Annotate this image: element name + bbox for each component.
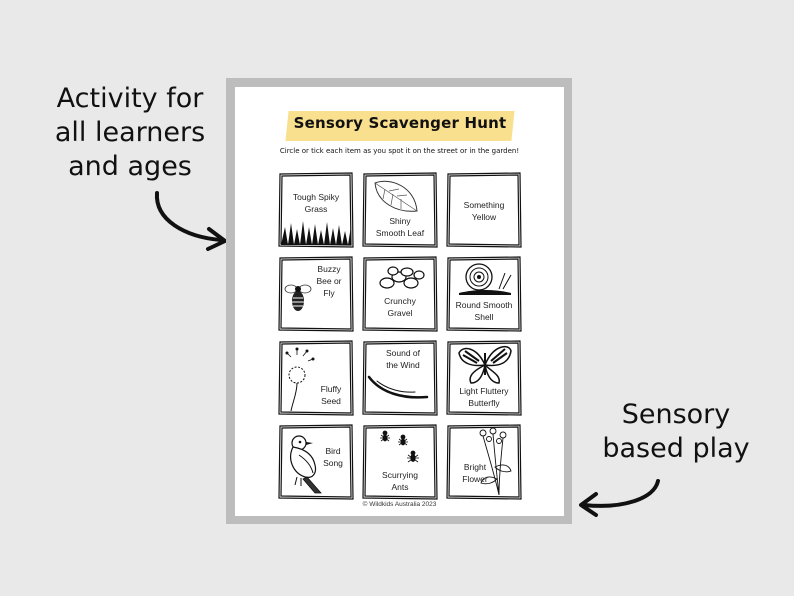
- callout-line: based play: [602, 432, 750, 464]
- curved-arrow-icon: [145, 185, 235, 255]
- callout-line: and ages: [68, 150, 192, 182]
- copyright-footer: © Wildkids Australia 2023: [362, 501, 437, 508]
- item-label: Sound of the Wind: [385, 348, 421, 370]
- item-grid: [277, 171, 524, 493]
- bee-icon: [283, 281, 313, 315]
- item-cell-ants[interactable]: [361, 423, 439, 501]
- item-cell-seed[interactable]: [277, 339, 355, 417]
- item-label: Buzzy Bee or Fly: [316, 264, 342, 298]
- butterfly-icon: [457, 343, 513, 385]
- page-title: Sensory Scavenger Hunt: [293, 114, 507, 132]
- callout-sensory: [586, 398, 766, 466]
- item-cell-shell[interactable]: [445, 255, 523, 333]
- item-label: Bright Flower: [462, 462, 488, 484]
- item-cell-flower[interactable]: [445, 423, 523, 501]
- item-label: Bird Song: [323, 446, 343, 468]
- leaf-icon: [371, 177, 421, 217]
- item-cell-yellow[interactable]: [445, 171, 523, 249]
- item-cell-gravel[interactable]: [361, 255, 439, 333]
- item-label: Tough Spiky Grass: [292, 192, 340, 214]
- item-label: Something Yellow: [463, 200, 505, 222]
- snail-icon: [455, 261, 513, 297]
- item-cell-butterfly[interactable]: [445, 339, 523, 417]
- instructions: Circle or tick each item as you spot it on the street or in the garden!: [279, 147, 520, 155]
- callout-line: Sensory: [621, 399, 731, 430]
- item-label: Crunchy Gravel: [384, 296, 416, 318]
- item-cell-leaf[interactable]: [361, 171, 439, 249]
- callout-line: all learners: [54, 116, 206, 148]
- item-cell-bee[interactable]: [277, 255, 355, 333]
- callout-line: Activity for: [56, 83, 204, 114]
- item-label: Shiny Smooth Leaf: [375, 216, 425, 238]
- item-label: Scurrying Ants: [382, 470, 418, 492]
- wind-icon: [367, 373, 429, 403]
- item-cell-grass[interactable]: [277, 171, 355, 249]
- worksheet: [235, 87, 564, 516]
- gravel-icon: [379, 265, 425, 291]
- item-label: Light Fluttery Butterfly: [459, 386, 509, 408]
- item-cell-bird[interactable]: [277, 423, 355, 501]
- curved-arrow-icon: [572, 475, 672, 520]
- item-label: Fluffy Seed: [320, 384, 342, 406]
- ants-icon: [373, 427, 429, 471]
- callout-activity: [40, 82, 220, 183]
- item-cell-wind[interactable]: [361, 339, 439, 417]
- item-label: Round Smooth Shell: [455, 300, 513, 322]
- grass-icon: [281, 221, 351, 245]
